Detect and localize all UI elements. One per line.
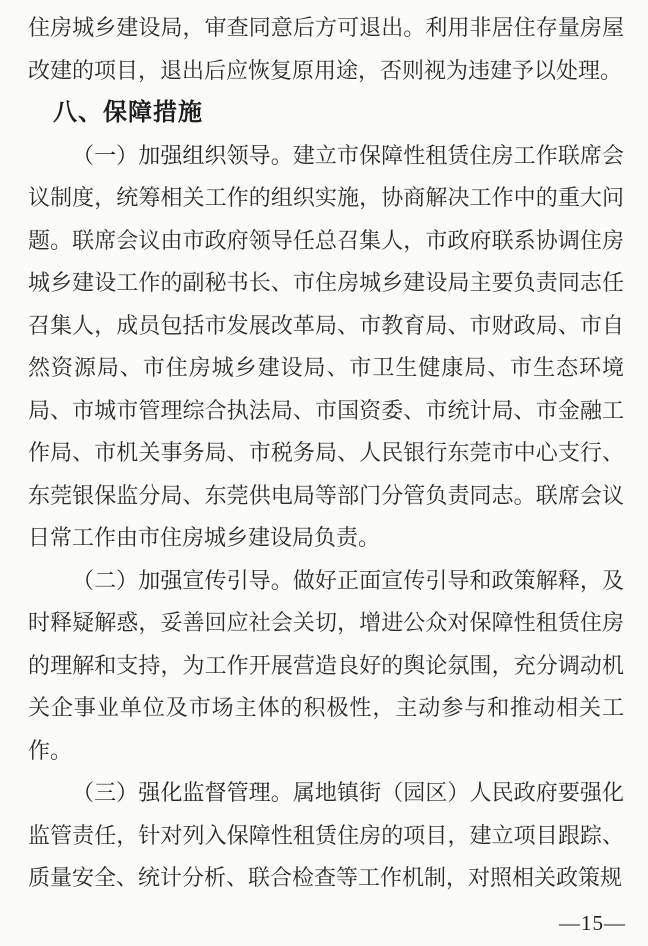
paragraph-2-lead: （二）加强宣传引导。 [72, 567, 293, 593]
paragraph-3-body: 属地镇街（园区）人民政府要强化监管责任，针对列入保障性租赁住房的项目，建立项目跟踪、质量安全、统计分析、联合检查等工作机制，对照相关政策规 [28, 780, 624, 890]
page-number: —15— [559, 911, 626, 935]
paragraph-1 [28, 135, 624, 560]
document-text-block [28, 7, 624, 900]
paragraph-3-lead: （三）强化监督管理。 [72, 780, 293, 805]
continuation-paragraph [28, 7, 624, 92]
section-heading: 八、保障措施 [53, 99, 203, 126]
paragraph-2-body: 做好正面宣传引导和政策解释，及时释疑解惑，妥善回应社会关切，增进公众对保障性租赁住房的理解和支持，为工作开展营造良好的舆论氛围，充分调动机关企事业单位及市场主体的积极性，主动参与和推动相关工作。 [28, 567, 624, 763]
paragraph-3 [28, 772, 624, 900]
paragraph-2 [28, 560, 624, 773]
continuation-paragraph-text: 住房城乡建设局，审查同意后方可退出。利用非居住存量房屋改建的项目，退出后应恢复原用途，否则视为违建予以处理。 [28, 15, 624, 83]
paragraph-1-lead: （一）加强组织领导。 [72, 142, 293, 168]
paragraph-1-body: 建立市保障性租赁住房工作联席会议制度，统筹相关工作的组织实施，协商解决工作中的重大问题。联席会议由市政府领导任总召集人，市政府联系协调住房城乡建设工作的副秘书长、市住房城乡建设局主要负责同志任召集人，成员包括市发展改革局、市教育局、市财政局、市自然资源局、市住房城乡建设局、市卫生健康局、市生态环境局、市城市管理综合执法局、市国资委、市统计局、市金融工作局、市机关事务局、市税务局、人民银行东莞市中心支行、东莞银保监分局、东莞供电局等部门分管负责同志。联席会议日常工作由市住房城乡建设局负责。 [28, 142, 624, 550]
